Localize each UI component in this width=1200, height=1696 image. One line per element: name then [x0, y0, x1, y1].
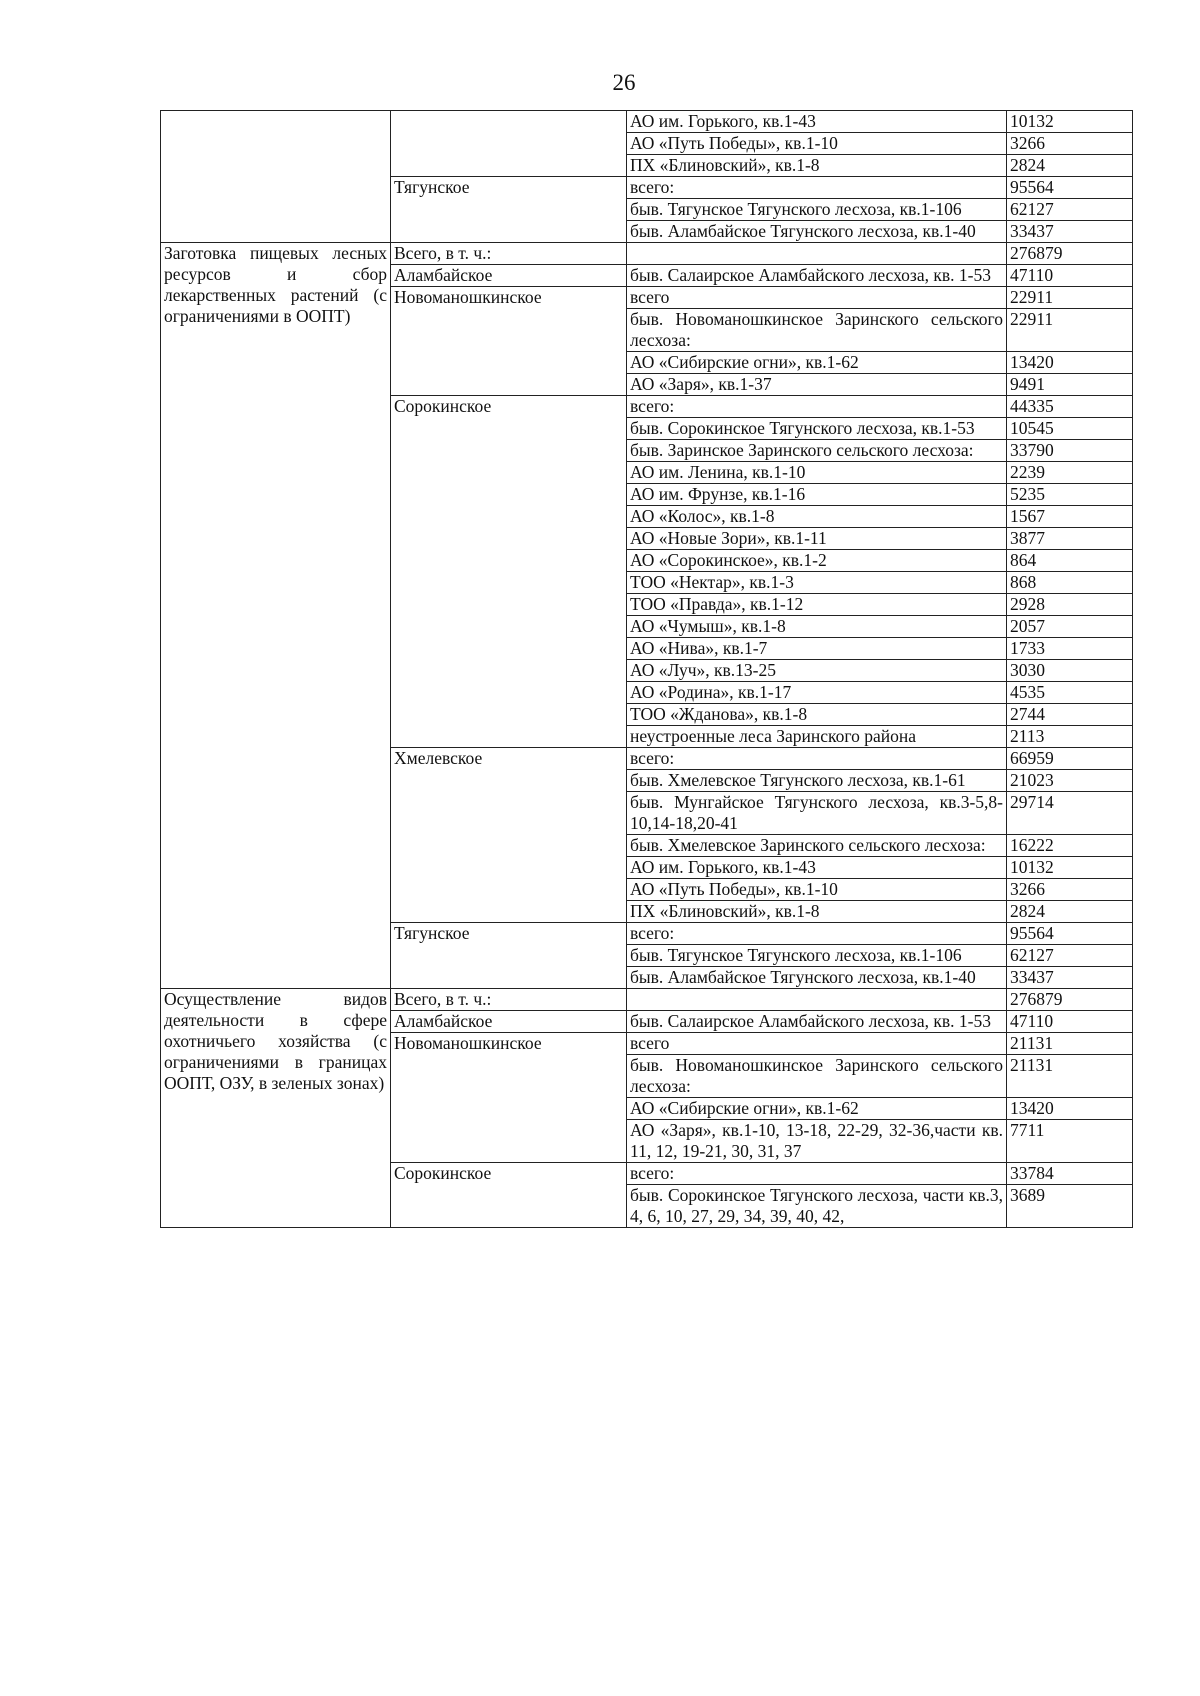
area-cell: АО «Заря», кв.1-37 [627, 374, 1007, 396]
value-cell: 276879 [1007, 243, 1133, 265]
activity-cell: Заготовка пищевых лесных ресурсов и сбор лекарственных растений (с ограничениями в ООПТ) [161, 243, 391, 989]
value-cell: 22911 [1007, 287, 1133, 309]
area-cell: АО «Чумыш», кв.1-8 [627, 616, 1007, 638]
area-cell: АО «Заря», кв.1-10, 13-18, 22-29, 32-36,части кв. 11, 12, 19-21, 30, 31, 37 [627, 1120, 1007, 1163]
value-cell: 33790 [1007, 440, 1133, 462]
value-cell: 3266 [1007, 133, 1133, 155]
area-cell: быв. Сорокинское Тягунского лесхоза, части кв.3, 4, 6, 10, 27, 29, 34, 39, 40, 42, [627, 1185, 1007, 1228]
value-cell: 33784 [1007, 1163, 1133, 1185]
value-cell: 29714 [1007, 792, 1133, 835]
area-cell: всего: [627, 923, 1007, 945]
area-cell: всего [627, 287, 1007, 309]
value-cell: 3030 [1007, 660, 1133, 682]
district-cell: Хмелевское [391, 748, 627, 923]
activity-cell [161, 111, 391, 243]
value-cell: 21131 [1007, 1055, 1133, 1098]
value-cell: 276879 [1007, 989, 1133, 1011]
district-cell: Новоманошкинское [391, 287, 627, 396]
area-cell: АО «Путь Победы», кв.1-10 [627, 133, 1007, 155]
value-cell: 3266 [1007, 879, 1133, 901]
value-cell: 16222 [1007, 835, 1133, 857]
area-cell: АО «Сорокинское», кв.1-2 [627, 550, 1007, 572]
area-cell: всего: [627, 177, 1007, 199]
area-cell: всего: [627, 748, 1007, 770]
area-cell: АО «Сибирские огни», кв.1-62 [627, 1098, 1007, 1120]
area-cell: АО им. Горького, кв.1-43 [627, 857, 1007, 879]
value-cell: 62127 [1007, 199, 1133, 221]
district-cell: Тягунское [391, 177, 627, 243]
area-cell: АО «Путь Победы», кв.1-10 [627, 879, 1007, 901]
value-cell: 868 [1007, 572, 1133, 594]
value-cell: 1567 [1007, 506, 1133, 528]
value-cell: 10132 [1007, 857, 1133, 879]
value-cell: 864 [1007, 550, 1133, 572]
value-cell: 13420 [1007, 1098, 1133, 1120]
area-cell: быв. Новоманошкинское Заринского сельского лесхоза: [627, 309, 1007, 352]
area-cell: ПХ «Блиновский», кв.1-8 [627, 901, 1007, 923]
table-row [161, 111, 1133, 133]
forest-resources-table [160, 110, 1133, 1228]
area-cell: неустроенные леса Заринского района [627, 726, 1007, 748]
district-cell: Всего, в т. ч.: [391, 243, 627, 265]
value-cell: 3689 [1007, 1185, 1133, 1228]
district-cell: Сорокинское [391, 1163, 627, 1228]
value-cell: 47110 [1007, 1011, 1133, 1033]
area-cell: быв. Сорокинское Тягунского лесхоза, кв.1-53 [627, 418, 1007, 440]
value-cell: 22911 [1007, 309, 1133, 352]
value-cell: 21023 [1007, 770, 1133, 792]
table-row [161, 243, 1133, 265]
area-cell: быв. Аламбайское Тягунского лесхоза, кв.1-40 [627, 967, 1007, 989]
area-cell: быв. Тягунское Тягунского лесхоза, кв.1-106 [627, 199, 1007, 221]
area-cell: ТОО «Жданова», кв.1-8 [627, 704, 1007, 726]
area-cell: быв. Аламбайское Тягунского лесхоза, кв.1-40 [627, 221, 1007, 243]
area-cell: быв. Салаирское Аламбайского лесхоза, кв. 1-53 [627, 1011, 1007, 1033]
area-cell: АО им. Фрунзе, кв.1-16 [627, 484, 1007, 506]
value-cell: 5235 [1007, 484, 1133, 506]
value-cell: 33437 [1007, 221, 1133, 243]
area-cell: АО «Сибирские огни», кв.1-62 [627, 352, 1007, 374]
value-cell: 2239 [1007, 462, 1133, 484]
value-cell: 95564 [1007, 923, 1133, 945]
district-cell: Тягунское [391, 923, 627, 989]
value-cell: 13420 [1007, 352, 1133, 374]
value-cell: 3877 [1007, 528, 1133, 550]
area-cell: АО им. Горького, кв.1-43 [627, 111, 1007, 133]
area-cell [627, 989, 1007, 1011]
value-cell: 10545 [1007, 418, 1133, 440]
district-cell: Аламбайское [391, 265, 627, 287]
value-cell: 47110 [1007, 265, 1133, 287]
value-cell: 2744 [1007, 704, 1133, 726]
activity-cell: Осуществление видов деятельности в сфере охотничьего хозяйства (с ограничениями в границах ООПТ, ОЗУ, в зеленых зонах) [161, 989, 391, 1228]
table-row [161, 989, 1133, 1011]
area-cell: АО «Луч», кв.13-25 [627, 660, 1007, 682]
district-cell: Сорокинское [391, 396, 627, 748]
area-cell: всего [627, 1033, 1007, 1055]
area-cell: быв. Новоманошкинское Заринского сельского лесхоза: [627, 1055, 1007, 1098]
area-cell: быв. Салаирское Аламбайского лесхоза, кв. 1-53 [627, 265, 1007, 287]
table-body [161, 111, 1133, 1228]
value-cell: 2824 [1007, 901, 1133, 923]
area-cell: всего: [627, 396, 1007, 418]
area-cell: быв. Заринское Заринского сельского лесхоза: [627, 440, 1007, 462]
value-cell: 2113 [1007, 726, 1133, 748]
district-cell [391, 111, 627, 177]
area-cell: ТОО «Нектар», кв.1-3 [627, 572, 1007, 594]
area-cell: быв. Мунгайское Тягунского лесхоза, кв.3-5,8-10,14-18,20-41 [627, 792, 1007, 835]
value-cell: 4535 [1007, 682, 1133, 704]
value-cell: 2057 [1007, 616, 1133, 638]
area-cell: АО им. Ленина, кв.1-10 [627, 462, 1007, 484]
area-cell: ПХ «Блиновский», кв.1-8 [627, 155, 1007, 177]
value-cell: 2824 [1007, 155, 1133, 177]
value-cell: 7711 [1007, 1120, 1133, 1163]
area-cell: АО «Родина», кв.1-17 [627, 682, 1007, 704]
page-number: 26 [612, 70, 636, 95]
value-cell: 10132 [1007, 111, 1133, 133]
value-cell: 66959 [1007, 748, 1133, 770]
area-cell: быв. Хмелевское Тягунского лесхоза, кв.1-61 [627, 770, 1007, 792]
area-cell: АО «Новые Зори», кв.1-11 [627, 528, 1007, 550]
area-cell [627, 243, 1007, 265]
district-cell: Всего, в т. ч.: [391, 989, 627, 1011]
area-cell: АО «Нива», кв.1-7 [627, 638, 1007, 660]
district-cell: Новоманошкинское [391, 1033, 627, 1163]
area-cell: ТОО «Правда», кв.1-12 [627, 594, 1007, 616]
district-cell: Аламбайское [391, 1011, 627, 1033]
value-cell: 33437 [1007, 967, 1133, 989]
area-cell: быв. Тягунское Тягунского лесхоза, кв.1-106 [627, 945, 1007, 967]
value-cell: 9491 [1007, 374, 1133, 396]
value-cell: 21131 [1007, 1033, 1133, 1055]
value-cell: 95564 [1007, 177, 1133, 199]
value-cell: 62127 [1007, 945, 1133, 967]
area-cell: быв. Хмелевское Заринского сельского лесхоза: [627, 835, 1007, 857]
value-cell: 44335 [1007, 396, 1133, 418]
value-cell: 2928 [1007, 594, 1133, 616]
area-cell: АО «Колос», кв.1-8 [627, 506, 1007, 528]
area-cell: всего: [627, 1163, 1007, 1185]
value-cell: 1733 [1007, 638, 1133, 660]
